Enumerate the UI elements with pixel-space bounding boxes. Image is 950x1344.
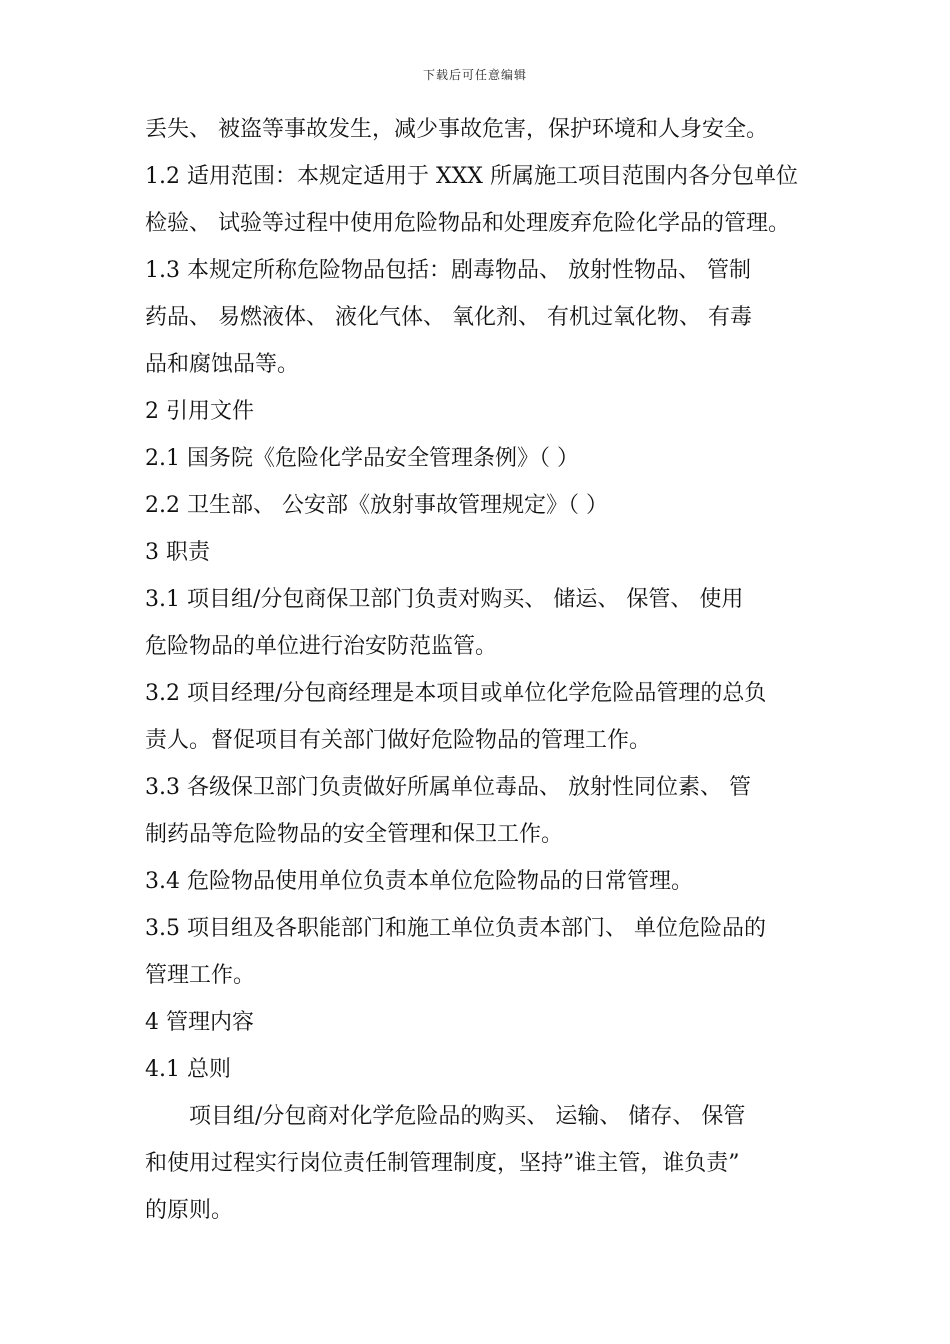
text-line: 品和腐蚀品等。	[145, 352, 300, 377]
section-heading: 2 引用文件	[145, 399, 254, 424]
text-line: 3.2 项目经理/分包商经理是本项目或单位化学危险品管理的总负	[145, 681, 767, 706]
text-line: 3.3 各级保卫部门负责做好所属单位毒品、 放射性同位素、 管	[145, 775, 751, 800]
text-line: 药品、 易燃液体、 液化气体、 氧化剂、 有机过氧化物、 有毒	[145, 305, 752, 330]
subsection-heading: 4.1 总则	[145, 1057, 231, 1082]
document-body	[145, 106, 825, 1234]
text-line: 和使用过程实行岗位责任制管理制度，坚持”谁主管，谁负责”	[145, 1151, 740, 1176]
text-line: 制药品等危险物品的安全管理和保卫工作。	[145, 822, 564, 847]
text-line: 1.2 适用范围：本规定适用于 XXX 所属施工项目范围内各分包单位	[145, 164, 798, 189]
text-line: 责人。督促项目有关部门做好危险物品的管理工作。	[145, 728, 652, 753]
section-heading: 3 职责	[145, 540, 210, 565]
section-heading: 4 管理内容	[145, 1010, 254, 1035]
text-line: 1.3 本规定所称危险物品包括：剧毒物品、 放射性物品、 管制	[145, 258, 751, 283]
text-line: 的原则。	[145, 1198, 234, 1223]
page-header: 下载后可任意编辑	[422, 68, 527, 82]
text-line: 管理工作。	[145, 963, 256, 988]
text-line: 检验、 试验等过程中使用危险物品和处理废弃危险化学品的管理。	[145, 211, 790, 236]
text-line: 3.5 项目组及各职能部门和施工单位负责本部门、 单位危险品的	[145, 916, 766, 941]
text-line: 丢失、 被盗等事故发生，减少事故危害，保护环境和人身安全。	[145, 117, 768, 142]
text-line: 2.1 国务院《危险化学品安全管理条例》（ ）	[145, 446, 579, 471]
text-line: 3.1 项目组/分包商保卫部门负责对购买、 储运、 保管、 使用	[145, 587, 744, 612]
text-line: 危险物品的单位进行治安防范监管。	[145, 634, 498, 659]
text-line: 2.2 卫生部、 公安部《放射事故管理规定》（ ）	[145, 493, 608, 518]
text-line: 项目组/分包商对化学危险品的购买、 运输、 储存、 保管	[189, 1104, 746, 1129]
text-line: 3.4 危险物品使用单位负责本单位危险物品的日常管理。	[145, 869, 693, 894]
